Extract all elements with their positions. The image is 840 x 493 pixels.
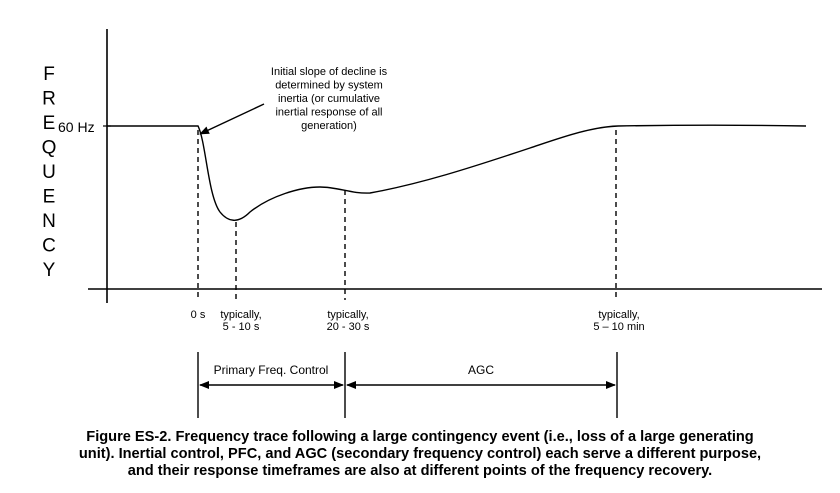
annotation-arrow <box>200 104 264 134</box>
time-marker-label: 0 s <box>190 309 206 321</box>
timeframe-label-primary: Primary Freq. Control <box>213 363 329 377</box>
y-axis-label-letter: U <box>42 162 56 183</box>
annotation-line: generation) <box>301 120 357 132</box>
y-reference-label: 60 Hz <box>58 119 95 135</box>
caption-line: and their response timeframes are also at different points of the frequency recovery. <box>127 463 713 479</box>
frequency-curve <box>107 125 806 220</box>
time-marker-label: 5 – 10 min <box>593 321 645 333</box>
y-axis-label-letter: R <box>42 88 56 110</box>
time-marker-label: typically, <box>220 309 262 321</box>
y-axis-label-letter: E <box>42 113 56 134</box>
y-axis-label-letter: Y <box>42 260 56 281</box>
annotation-text <box>271 66 388 132</box>
annotation-line: determined by system <box>275 79 383 92</box>
annotation-line: Initial slope of decline is <box>270 66 388 78</box>
time-marker-label: 5 - 10 s <box>222 321 260 333</box>
figure-caption <box>0 429 840 480</box>
y-axis-label-letter: N <box>42 211 56 232</box>
timeframe-label-agc: AGC <box>467 363 495 377</box>
time-marker-label: typically, <box>598 309 640 321</box>
y-axis-label-letter: Q <box>41 137 57 159</box>
time-marker-label: typically, <box>327 309 369 321</box>
time-marker-labels <box>191 309 645 333</box>
annotation-line: inertia (or cumulative <box>277 93 381 105</box>
y-axis-label-letter: E <box>42 186 56 208</box>
caption-line: unit). Inertial control, PFC, and AGC (secondary frequency control) each serve a different purpose, <box>78 446 762 462</box>
caption-line: Figure ES-2. Frequency trace following a large contingency event (i.e., loss of a large generating <box>86 429 754 445</box>
y-axis-label-letter: C <box>42 235 56 257</box>
annotation-line: inertial response of all <box>275 106 383 119</box>
time-marker-label: 20 - 30 s <box>326 321 370 333</box>
y-axis-label-letter: F <box>43 64 55 85</box>
y-axis-label <box>42 64 57 281</box>
